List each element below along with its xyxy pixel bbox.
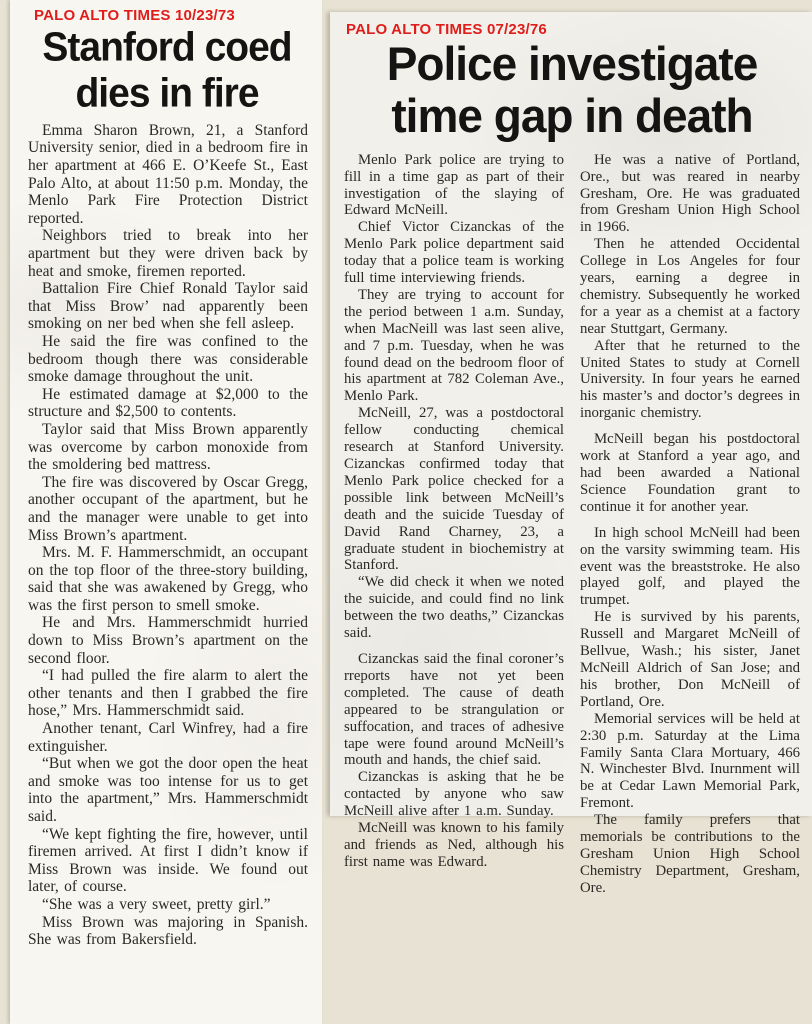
- article-paragraph: Taylor said that Miss Brown apparently was overcome by carbon monoxide from the smoldering bed mattress.: [28, 420, 308, 474]
- article-paragraph: “We kept fighting the fire, however, until firemen arrived. At first I didn’t know if Miss Brown was inside. We found out later, of course.: [28, 825, 308, 896]
- article-paragraph: Cizanckas is asking that he be contacted by anyone who saw McNeill alive after 1 a.m. Sunday.: [344, 769, 564, 820]
- headline-line-1: Police investigate: [386, 36, 758, 90]
- article-paragraph: Another tenant, Carl Winfrey, had a fire extinguisher.: [28, 720, 308, 755]
- article-paragraph: He and Mrs. Hammerschmidt hurried down to Miss Brown’s apartment on the second floor.: [28, 614, 308, 667]
- article-paragraph: “She was a very sweet, pretty girl.”: [42, 895, 271, 913]
- article-paragraph: Neighbors tried to break into her apartment but they were driven back by heat and smoke, firemen reported.: [28, 227, 308, 280]
- article-paragraph: Memorial services will be held at 2:30 p.m. Saturday at the Lima Family Santa Clara Mortuary, 466 N. Winchester Blvd. Inurnment will be at Cedar Lawn Memorial Park, Fremont.: [580, 710, 800, 812]
- article-paragraph: Chief Victor Cizanckas of the Menlo Park police department said today that a police team is working full time interviewing friends.: [344, 219, 564, 287]
- article-paragraph: Cizanckas said the final coroner’s rreports have not yet been completed. The cause of death appeared to be strangulation or suffocation, and traces of adhesive tape were found around McNeill’s mouth and hands, the chief said.: [344, 650, 564, 769]
- article-paragraph: “But when we got the door open the heat and smoke was too intense for us to get into the apartment,” Mrs. Hammerschmidt said.: [28, 755, 308, 825]
- headline-line-2: time gap in death: [391, 88, 753, 142]
- article-paragraph: After that he returned to the United States to study at Cornell University. In four years he earned his master’s and doctor’s degrees in inorganic chemistry.: [580, 337, 800, 422]
- article-column-2: [580, 152, 800, 897]
- article-paragraph: Mrs. M. F. Hammerschmidt, an occupant on the top floor of the three-story building, said that she was awakened by Gregg, who was the first person to smell smoke.: [28, 544, 308, 614]
- article-paragraph: He is survived by his parents, Russell and Margaret McNeill of Bellvue, Wash.; his sister, Janet McNeill Aldrich of San Jose; and his brother, Don McNeill of Portland, Ore.: [580, 609, 800, 710]
- source-date-label: PALO ALTO TIMES 07/23/76: [346, 21, 547, 38]
- article-headline: [342, 37, 802, 140]
- article-paragraph: He was a native of Portland, Ore., but was reared in nearby Gresham, Ore. He was graduated from Gresham Union High School in 1966.: [580, 151, 800, 236]
- article-paragraph: “We did check it when we noted the suicide, and could find no link between the two deaths,” Cizanckas said.: [344, 574, 564, 642]
- article-paragraph: In high school McNeill had been on the varsity swimming team. His event was the breaststroke. He also played golf, and played the trumpet.: [580, 524, 800, 609]
- article-paragraph: Miss Brown was majoring in Spanish. She was from Bakersfield.: [28, 913, 308, 949]
- headline-line-2: dies in fire: [75, 70, 259, 115]
- article-paragraph: Then he attended Occidental College in Los Angeles for four years, earning a degree in chemistry. Subsequently he worked for a year as a chemist at a factory near Stuttgart, Germany.: [580, 236, 800, 337]
- source-date-label: PALO ALTO TIMES 10/23/73: [34, 7, 235, 24]
- article-column-1: [344, 152, 564, 897]
- article-paragraph: McNeill, 27, was a postdoctoral fellow conducting chemical research at Stanford University. Cizanckas confirmed today that Menlo Park police checked for a possible link between McNeill’s death and the suicide Tuesday of David Rand Charney, 23, a graduate student in biochemistry at Stanford.: [344, 405, 564, 574]
- article-paragraph: He said the fire was confined to the bedroom though there was considerable smoke damage throughout the unit.: [28, 332, 308, 386]
- article-paragraph: McNeill was known to his family and friends as Ned, although his first name was Edward.: [344, 820, 564, 870]
- article-paragraph: He estimated damage at $2,000 to the structure and $2,500 to contents.: [28, 385, 308, 421]
- article-paragraph: Battalion Fire Chief Ronald Taylor said that Miss Brow’ nad apparently been smoking on ner bed when she fell asleep.: [28, 280, 308, 333]
- article-headline: [24, 25, 310, 116]
- article-paragraph: The fire was discovered by Oscar Gregg, another occupant of the apartment, but he and the manager were unable to get into Miss Brown’s apartment.: [28, 473, 308, 544]
- article-paragraph: They are trying to account for the period between 1 a.m. Sunday, when MacNeill was last seen alive, and 7 p.m. Tuesday, when he was found dead on the bedroom floor of his apartment at 782 Coleman Ave., Menlo Park.: [344, 286, 564, 405]
- clipping-1976-death-article: [330, 12, 812, 896]
- article-paragraph: Menlo Park police are trying to fill in a time gap as part of their investigation of the slaying of Edward McNeill.: [344, 151, 564, 219]
- article-paragraph: “I had pulled the fire alarm to alert the other tenants and then I grabbed the fire hose,” Mrs. Hammerschmidt said.: [28, 667, 308, 720]
- article-body: [24, 122, 310, 949]
- headline-line-1: Stanford coed: [42, 24, 292, 70]
- article-body: [342, 152, 802, 897]
- clipping-1973-fire-article: [10, 0, 322, 1024]
- article-paragraph: The family prefers that memorials be contributions to the Gresham Union High School Chemistry Department, Gresham, Ore.: [580, 812, 800, 896]
- article-paragraph: McNeill began his postdoctoral work at Stanford a year ago, and had been awarded a National Science Foundation grant to continue it for another year.: [580, 431, 800, 515]
- article-paragraph: Emma Sharon Brown, 21, a Stanford University senior, died in a bedroom fire in her apartment at 466 E. O’Keefe St., East Palo Alto, at about 11:50 p.m. Monday, the Menlo Park Fire Protection District reported.: [28, 121, 308, 227]
